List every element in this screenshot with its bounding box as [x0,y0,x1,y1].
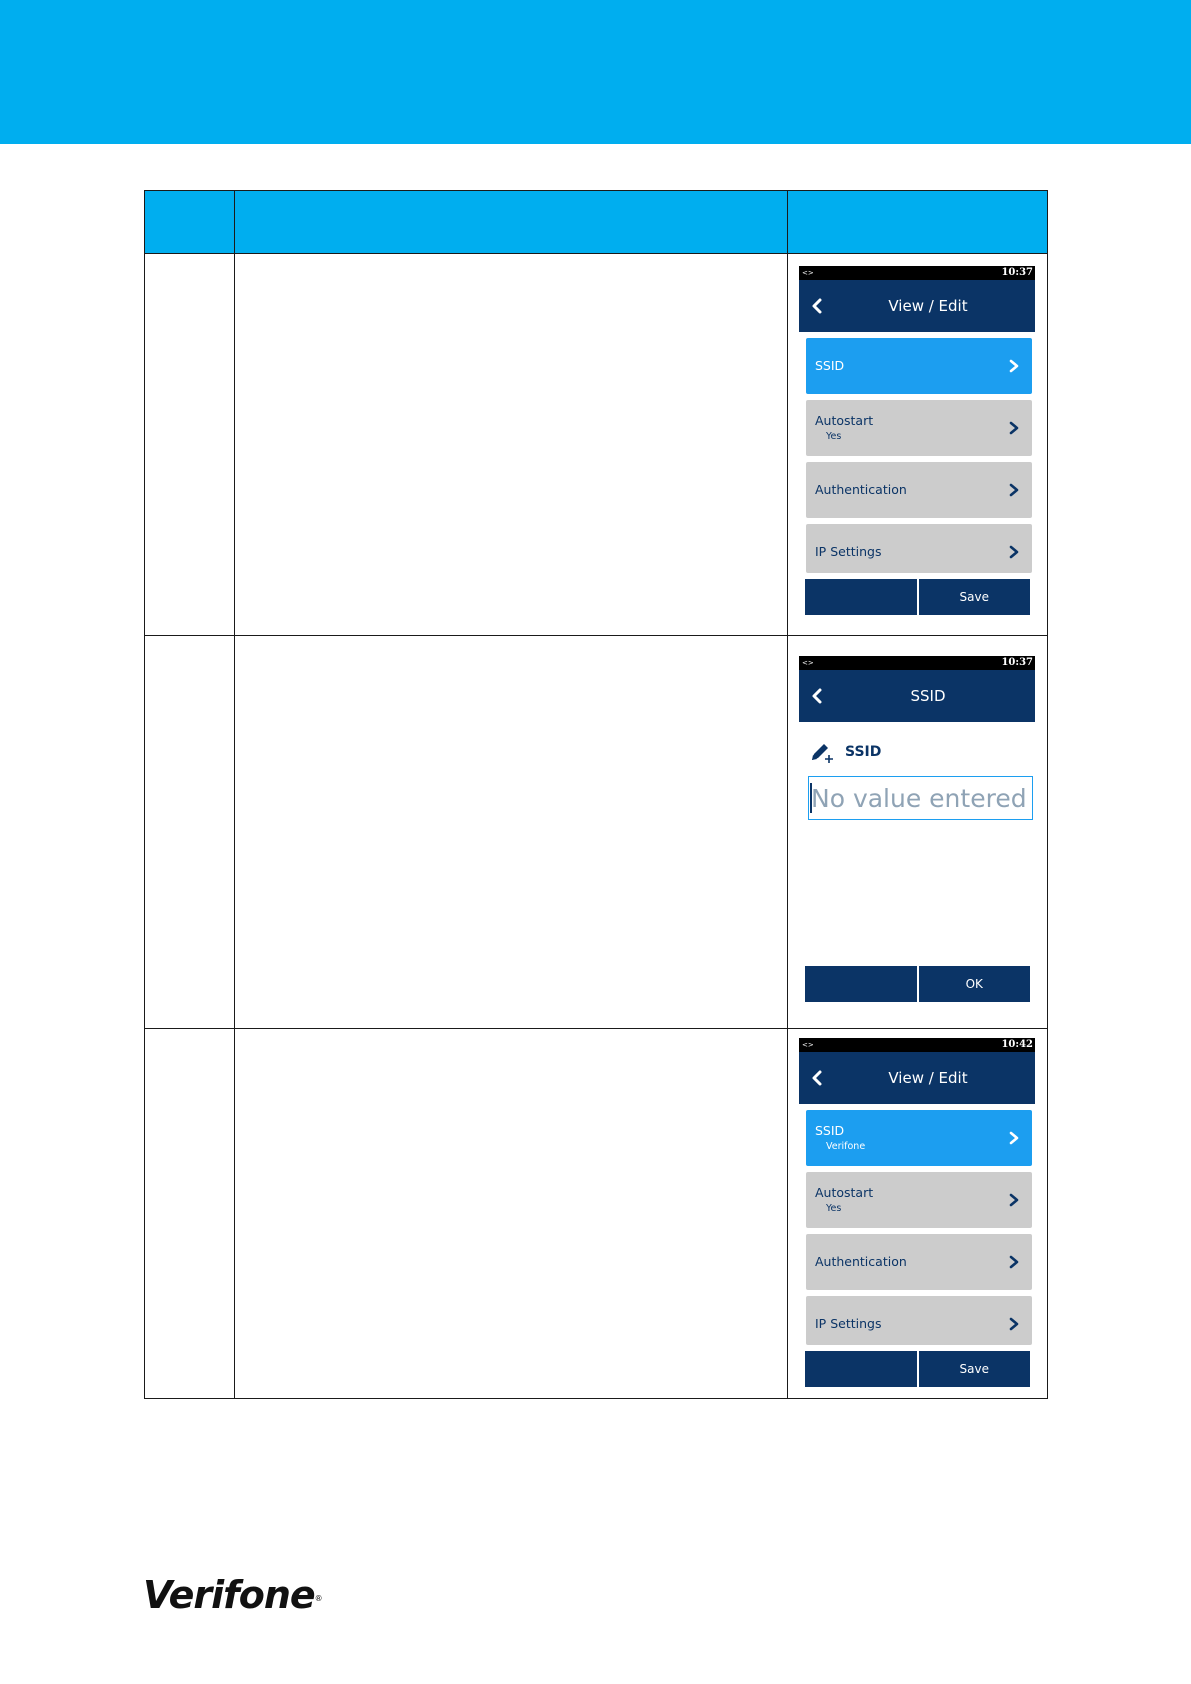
menu-item-authentication[interactable] [806,462,1032,518]
menu-item-ip-settings[interactable] [806,1296,1032,1345]
menu-item-value: Yes [826,431,842,442]
connection-icon: <> [802,659,814,667]
title-bar [799,280,1035,332]
chevron-right-icon [1008,359,1020,373]
menu-item-value: Verifone [826,1141,866,1152]
left-softkey-button[interactable] [805,966,917,1002]
pen-add-icon [809,742,835,764]
menu-item-label: SSID [815,1123,845,1138]
logo-text: Verifone [143,1573,315,1617]
header-cell-display [788,191,1048,254]
screen-title: SSID [910,687,946,705]
connection-icon: <> [802,269,814,277]
field-label-row [799,734,1035,774]
field-label: SSID [845,744,882,760]
table-row [145,254,1048,636]
title-bar [799,670,1035,722]
menu-item-label: IP Settings [815,1316,882,1331]
chevron-right-icon [1008,1193,1020,1207]
table-header-row [145,191,1048,254]
registered-mark: ® [314,1594,322,1603]
ssid-input[interactable] [808,776,1033,820]
left-softkey-button[interactable] [805,579,917,615]
menu-item-label: Autostart [815,413,874,428]
step-cell [145,1029,235,1399]
terminal-screen-view-edit-updated [799,1038,1035,1387]
button-row [799,1351,1035,1387]
step-cell [145,636,235,1029]
save-button[interactable]: Save [919,1351,1031,1387]
menu-item-label: Authentication [815,1254,907,1269]
button-row [799,579,1035,615]
status-time: 10:42 [1001,1039,1033,1050]
chevron-right-icon [1008,421,1020,435]
table-row [145,1029,1048,1399]
connection-icon: <> [802,1041,814,1049]
left-softkey-button[interactable] [805,1351,917,1387]
ok-button[interactable]: OK [919,966,1031,1002]
menu-item-autostart[interactable] [806,400,1032,456]
menu-item-label: Authentication [815,482,907,497]
display-cell [788,254,1048,636]
text-caret [810,783,812,813]
menu-item-autostart[interactable] [806,1172,1032,1228]
display-cell [788,1029,1048,1399]
action-cell [235,254,788,636]
menu-list [799,1104,1035,1345]
chevron-right-icon [1008,1317,1020,1331]
chevron-right-icon [1008,545,1020,559]
ssid-input-placeholder: No value entered [811,784,1027,813]
display-cell [788,636,1048,1029]
screen-title: View / Edit [888,297,968,315]
menu-item-ssid[interactable] [806,1110,1032,1166]
status-time: 10:37 [1001,267,1033,278]
menu-item-value: Yes [826,1203,842,1214]
screen-title: View / Edit [888,1069,968,1087]
header-cell-step [145,191,235,254]
status-time: 10:37 [1001,657,1033,668]
steps-table [144,190,1048,1399]
action-cell [235,1029,788,1399]
terminal-screen-view-edit [799,266,1035,615]
button-row [799,966,1035,1002]
title-bar [799,1052,1035,1104]
menu-item-authentication[interactable] [806,1234,1032,1290]
action-cell [235,636,788,1029]
chevron-right-icon [1008,1255,1020,1269]
menu-list [799,332,1035,573]
step-cell [145,254,235,636]
top-banner [0,0,1191,144]
status-bar [799,266,1035,280]
spacer [799,820,1035,966]
menu-item-ssid[interactable] [806,338,1032,394]
menu-item-ip-settings[interactable] [806,524,1032,573]
status-bar [799,1038,1035,1052]
header-cell-action [235,191,788,254]
status-bar [799,656,1035,670]
chevron-right-icon [1008,483,1020,497]
menu-item-label: SSID [815,358,845,373]
menu-item-label: Autostart [815,1185,874,1200]
save-button[interactable]: Save [919,579,1031,615]
terminal-screen-ssid [799,656,1035,1002]
chevron-right-icon [1008,1131,1020,1145]
table-row [145,636,1048,1029]
menu-item-label: IP Settings [815,544,882,559]
verifone-logo [143,1575,322,1615]
